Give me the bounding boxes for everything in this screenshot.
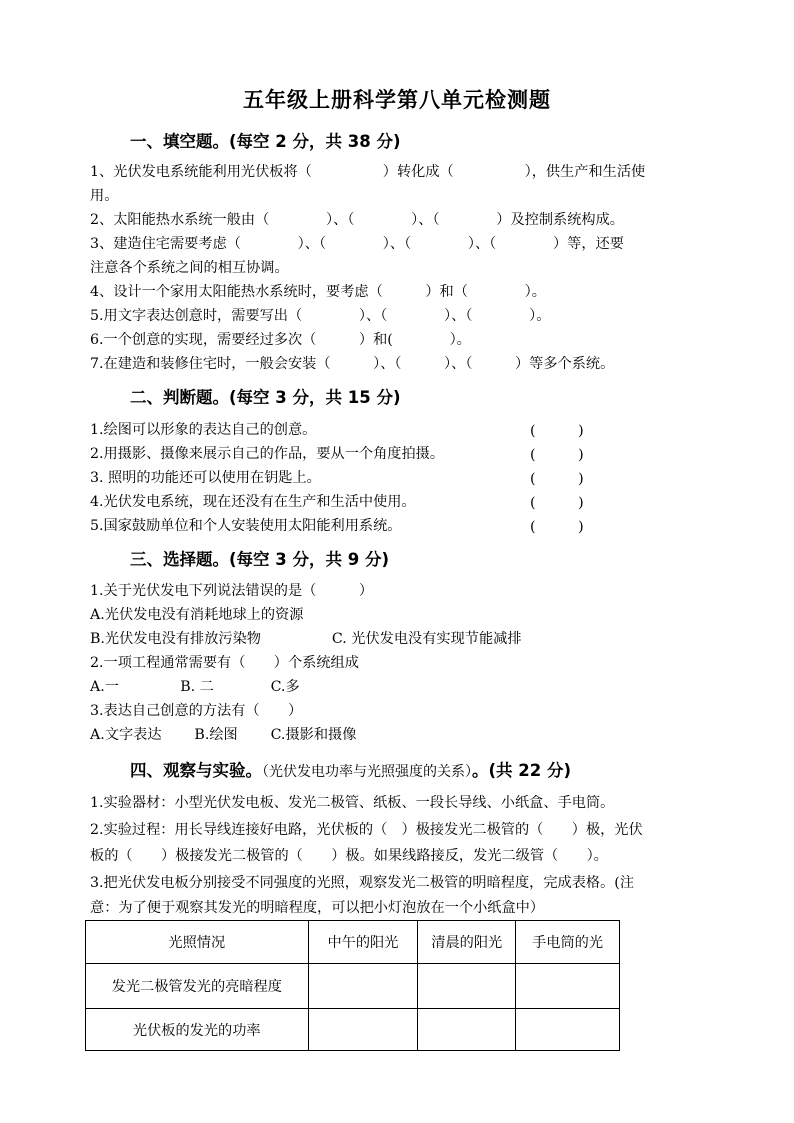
section4-note: （光伏发电功率与光照强度的关系） (262, 764, 472, 780)
choice-line: 1.关于光伏发电下列说法错误的是（ ） (90, 583, 374, 599)
choice-line: B.光伏发电没有排放污染物 C. 光伏发电没有实现节能减排 (90, 631, 522, 647)
experiment-line: 1.实验器材：小型光伏发电板、发光二极管、纸板、一段长导线、小纸盒、手电筒。 (90, 795, 615, 811)
section1-line: 注意各个系统之间的相互协调。 (90, 260, 289, 276)
judge-answer-blank[interactable]: ( ) (530, 495, 584, 511)
table-answer-cell[interactable] (516, 964, 620, 1009)
choice-line: A.光伏发电没有消耗地球上的资源 (90, 607, 304, 623)
section1-line: 1、光伏发电系统能利用光伏板将（ ）转化成（ ），供生产和生活使 (90, 164, 646, 180)
section1-line: 2、太阳能热水系统一般由（ ）、（ ）、（ ）及控制系统构成。 (90, 212, 624, 228)
table-header-row (86, 921, 620, 964)
judge-item: 5.国家鼓励单位和个人安装使用太阳能利用系统。 (90, 518, 402, 534)
section1-heading: 一、填空题。(每空 2 分，共 38 分) (130, 132, 401, 151)
section1-line: 7.在建造和装修住宅时，一般会安装（ ）、（ ）、（ ）等多个系统。 (90, 356, 615, 372)
choice-line: A.文字表达 B.绘图 C.摄影和摄像 (90, 727, 357, 743)
section4-score: 。(共 22 分) (472, 761, 572, 780)
judge-answer-blank[interactable]: ( ) (530, 447, 584, 463)
choice-line: A.一 B. 二 C.多 (90, 679, 300, 695)
table-answer-cell[interactable] (516, 1009, 620, 1051)
section1-line: 用。 (90, 188, 119, 204)
table-header-cell: 光照情况 (86, 921, 309, 964)
experiment-line: 意：为了便于观察其发光的明暗程度，可以把小灯泡放在一个小纸盒中） (90, 900, 545, 916)
page-title: 五年级上册科学第八单元检测题 (243, 88, 551, 112)
table-row (86, 964, 620, 1009)
judge-answer-blank[interactable]: ( ) (530, 423, 584, 439)
table-header-cell: 中午的阳光 (308, 921, 418, 964)
judge-item: 1.绘图可以形象的表达自己的创意。 (90, 422, 317, 438)
judge-item: 2.用摄影、摄像来展示自己的作品，要从一个角度拍摄。 (90, 446, 445, 462)
experiment-line: 2.实验过程：用长导线连接好电路，光伏板的（ ）极接发光二极管的（ ）极，光伏 (90, 822, 643, 838)
judge-answer-blank[interactable]: ( ) (530, 519, 584, 535)
table-row-label: 光伏板的发光的功率 (86, 1009, 309, 1051)
section1-line: 3、建造住宅需要考虑（ ）、（ ）、（ ）、（ ）等，还要 (90, 236, 624, 252)
table-row-label: 发光二极管发光的亮暗程度 (86, 964, 309, 1009)
judge-item: 3. 照明的功能还可以使用在钥匙上。 (90, 470, 321, 486)
table-header-cell: 清晨的阳光 (418, 921, 516, 964)
choice-line: 3.表达自己创意的方法有（ ） (90, 703, 303, 719)
section1-line: 6.一个创意的实现，需要经过多次（ ）和( ）。 (90, 332, 471, 348)
section4-title: 四、观察与实验。 (130, 761, 262, 780)
section1-line: 5.用文字表达创意时，需要写出（ ）、（ ）、（ ）。 (90, 308, 551, 324)
section2-heading: 二、判断题。(每空 3 分，共 15 分) (130, 388, 401, 407)
judge-item: 4.光伏发电系统，现在还没有在生产和生活中使用。 (90, 494, 416, 510)
table-answer-cell[interactable] (418, 1009, 516, 1051)
table-answer-cell[interactable] (308, 1009, 418, 1051)
table-header-cell: 手电筒的光 (516, 921, 620, 964)
choice-line: 2.一项工程通常需要有（ ）个系统组成 (90, 655, 359, 671)
observation-table (85, 920, 620, 1051)
experiment-line: 板的（ ）极接发光二极管的（ ）极。如果线路接反，发光二级管（ ）。 (90, 848, 608, 864)
table-row (86, 1009, 620, 1051)
judge-answer-blank[interactable]: ( ) (530, 471, 584, 487)
table-answer-cell[interactable] (418, 964, 516, 1009)
section3-heading: 三、选择题。(每空 3 分，共 9 分) (130, 550, 390, 569)
experiment-line: 3.把光伏发电板分别接受不同强度的光照，观察发光二极管的明暗程度，完成表格。(注 (90, 875, 635, 891)
section1-line: 4、设计一个家用太阳能热水系统时，要考虑（ ）和（ ）。 (90, 284, 546, 300)
section4-heading (130, 757, 571, 781)
table-answer-cell[interactable] (308, 964, 418, 1009)
